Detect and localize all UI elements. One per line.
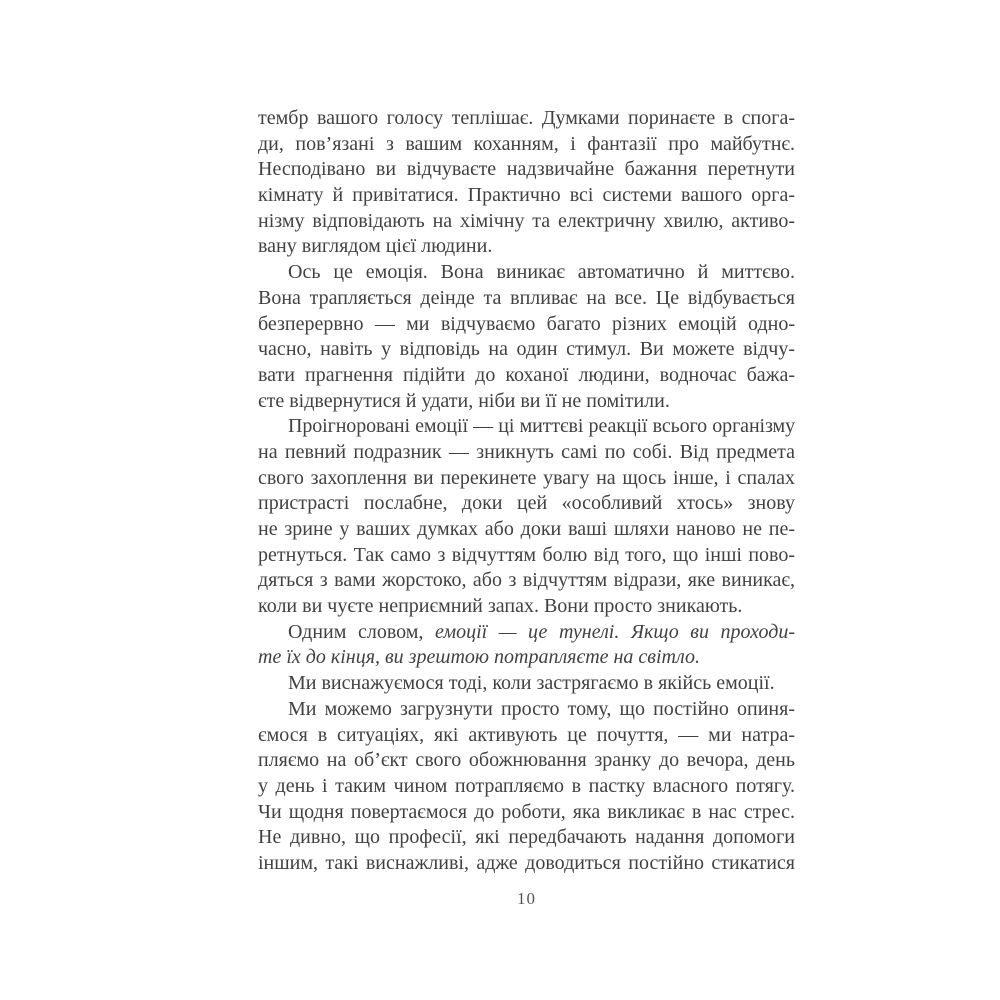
text-line: пляємо на об’єкт свого обожнювання зранку до вечора, день xyxy=(258,749,795,772)
text-line: іншим, такі виснажливі, адже доводиться постійно стикатися xyxy=(258,851,795,874)
paragraph xyxy=(258,106,795,260)
text-line: тембр вашого голосу теплішає. Думками поринаєте в спога- xyxy=(258,107,795,129)
text-line: Ми можемо загрузнути просто тому, що постійно опиня- xyxy=(288,697,795,720)
text-line: безперервно — ми відчуваємо багато різних емоцій одно- xyxy=(258,312,795,335)
text-line: кімнату й привітатися. Практично всі системи вашого орга- xyxy=(258,184,795,207)
page-number: 10 xyxy=(517,889,536,908)
text-line: не зрине у ваших думках або доки ваші шляхи наново не пе- xyxy=(258,518,795,540)
text-line: у день і таким чином потрапляємо в пастку власного потягу. xyxy=(258,774,795,797)
text-line: Ми виснажуємося тоді, коли застрягаємо в якійсь емоції. xyxy=(288,672,775,695)
text-line: Проігноровані емоції — ці миттєві реакції всього організму xyxy=(288,415,795,438)
text-line: Вона трапляється деінде та впливає на все. Це відбувається xyxy=(258,286,795,309)
paragraph xyxy=(258,414,795,620)
paragraph xyxy=(258,697,795,877)
text-line: Одним словом, емоції — це тунелі. Якщо ви проходи- xyxy=(288,620,795,643)
text-line: на певний подразник — зникнуть самі по собі. Від предмета xyxy=(258,440,795,463)
text-line: ємося в ситуаціях, які активують це почуття, — ми натра- xyxy=(258,723,795,746)
text-line: вати прагнення підійти до коханої людини, водночас бажа- xyxy=(258,363,795,386)
paragraph xyxy=(258,620,795,671)
text-line: дяться з вами жорстоко, або з відчуттям відрази, яке виникає, xyxy=(258,569,795,592)
text-line: Не дивно, що професії, які передбачають надання допомоги xyxy=(258,826,795,849)
text-line: Чи щодня повертаємося до роботи, яка викликає в нас стрес. xyxy=(258,800,795,823)
text-line: нізму відповідають на хімічну та електричну хвилю, активо- xyxy=(258,209,795,232)
text-line: єте відвернутися й удати, ніби ви її не помітили. xyxy=(258,389,670,412)
paragraph xyxy=(258,260,795,414)
text-line: ди, пов’язані з вашим коханням, і фантазії про майбутнє. xyxy=(258,132,795,155)
paragraph xyxy=(258,671,795,697)
text-line: Ось це емоція. Вона виникає автоматично й миттєво. xyxy=(288,261,795,284)
text-line: часно, навіть у відповідь на один стимул. Ви можете відчу- xyxy=(258,338,795,361)
text-line: ретнуться. Так само з відчуттям болю від того, що інші пово- xyxy=(258,543,795,566)
text-line: те їх до кінця, ви зрештою потрапляєте на світло. xyxy=(258,646,700,669)
page-text xyxy=(258,106,795,877)
text-line: свого захоплення ви перекинете увагу на щось інше, і спалах xyxy=(258,466,795,489)
text-line: вану виглядом цієї людини. xyxy=(258,235,493,258)
text-line: коли ви чуєте неприємний запах. Вони просто зникають. xyxy=(258,595,743,618)
text-line: Несподівано ви відчуваєте надзвичайне бажання перетнути xyxy=(258,158,795,181)
text-line: пристрасті послабне, доки цей «особливий хтось» знову xyxy=(258,492,795,515)
